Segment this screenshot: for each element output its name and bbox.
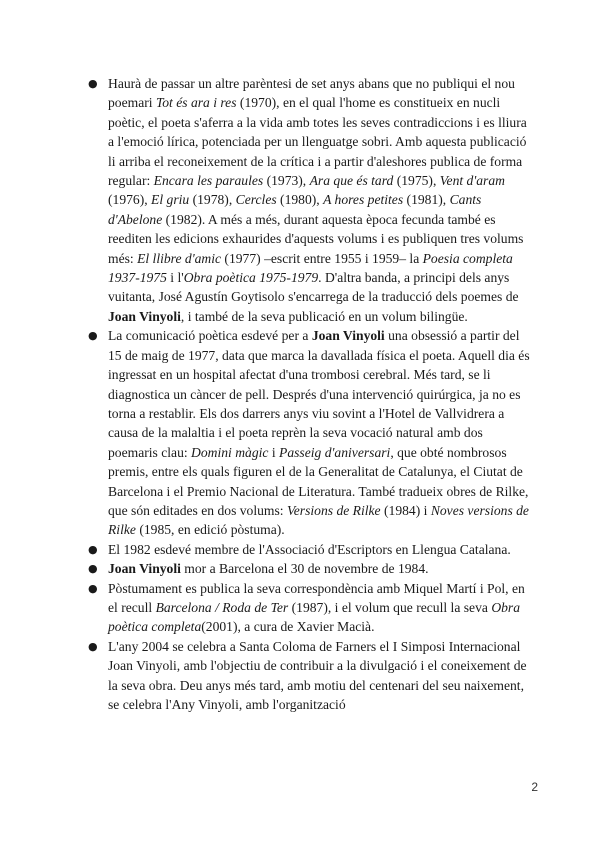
bullet-marker: ● [88, 77, 98, 90]
bullet-list [86, 74, 530, 714]
bold-name: Joan Vinyoli [108, 308, 181, 324]
italic-title: Vent d'aram [439, 173, 505, 189]
text-run: (1970), en el qual l'home es constitueix en nucli poètic, el poeta s'aferra a la vida amb totes les seves contradiccions i es lliura a l'emoció lírica, potenciada per un llenguatge sobri. Amb aquesta publicació li arriba el reconeixement de la crítica i a partir d'aleshores publica de forma regular: [108, 95, 527, 189]
italic-title: Barcelona / Roda de Ter [155, 599, 289, 615]
text-run: (1976), [108, 192, 152, 208]
text-run: (1987), i el volum que recull la seva [288, 599, 492, 615]
bullet-item [86, 559, 530, 578]
text-run: Pòstumament es publica la seva correspondència amb Miquel Martí i Pol, en el recull [108, 580, 525, 615]
text-run: (1977) –escrit entre 1955 i 1959– la [221, 250, 423, 266]
italic-title: El griu [151, 192, 190, 208]
bullet-marker: ● [88, 581, 98, 595]
text-run: , que obté nombrosos premis, entre els quals figuren el de la Generalitat de Catalunya, el Ciutat de Barcelona i el Premio Nacional de Literatura. També tradueix obres de Rilke, que són editades en dos volums: [108, 444, 529, 518]
text-run: i [268, 444, 280, 460]
text-run: . D'altra banda, a principi dels anys vuitanta, José Agustín Goytisolo s'encarrega de la traducció dels poemes de [108, 270, 519, 305]
text-run: mor a Barcelona el 30 de novembre de 1984. [180, 561, 429, 577]
text-run: (1978), [189, 192, 236, 208]
bullet-item [86, 540, 530, 559]
italic-title: Obra poètica 1975-1979 [183, 270, 319, 286]
bullet-item [86, 326, 530, 539]
text-run: (1973), [263, 173, 310, 189]
text-run: (1980), [276, 192, 324, 208]
text-run: Haurà de passar un altre parèntesi de set anys abans que no publiqui el nou poemari [108, 76, 515, 111]
text-run: (1984) i [380, 502, 431, 518]
text-run: (1982). A més a més, durant aquesta època fecunda també es reediten les edicions exhaurides d'aquests volums i es publiquen tres volums més: [108, 211, 524, 266]
italic-title: A hores petites [323, 192, 404, 208]
text-run: una obsessió a partir del 15 de maig de 1977, data que marca la davallada física el poeta. Aquell dia és ingressat en un hospital afectat d'una trombosi cerebral. Més tard, se li diagnostica un càncer de pell. Després d'una intervenció quirúrgica, ja no es torna a restablir. Els dos darrers anys viu sovint a l'Hotel de Vallvidrera a causa de la malaltia i el poeta reprèn la seva vocació natural amb dos poemaris clau: [108, 328, 530, 460]
text-run: L'any 2004 se celebra a Santa Coloma de Farners el I Simposi Internacional Joan Vinyoli, amb l'objectiu de contribuir a la divulgació i el coneixement de la seva obra. Deu anys més tard, amb motiu del centenari del seu naixement, se celebra l'Any Vinyoli, amb l'organització [108, 638, 527, 712]
bullet-item [86, 637, 530, 715]
text-run: (2001), a cura de Xavier Macià. [201, 619, 375, 635]
bullet-item [86, 579, 530, 637]
italic-title: Poesia completa 1937-1975 [108, 250, 513, 286]
italic-title: Versions de Rilke [286, 502, 381, 518]
italic-title: Passeig d'aniversari [279, 444, 391, 460]
bold-name: Joan Vinyoli [108, 561, 181, 577]
italic-title: Domini màgic [191, 444, 269, 460]
italic-title: Tot és ara i res [155, 95, 237, 111]
text-run: i l' [166, 270, 184, 286]
italic-title: Noves versions de Rilke [108, 502, 529, 538]
text-run: (1981), [403, 192, 450, 208]
italic-title: El llibre d'amic [137, 250, 222, 266]
bullet-marker: ● [88, 542, 98, 556]
text-run: El 1982 esdevé membre de l'Associació d'Escriptors en Llengua Catalana. [108, 541, 511, 557]
italic-title: Obra poètica completa [108, 599, 521, 635]
bullet-item [86, 74, 530, 326]
italic-title: Ara que és tard [309, 173, 394, 189]
text-run: , i també de la seva publicació en un volum bilingüe. [180, 308, 468, 324]
text-run: (1975), [393, 173, 440, 189]
italic-title: Encara les paraules [153, 173, 264, 189]
bold-name: Joan Vinyoli [311, 328, 385, 344]
text-run: La comunicació poètica esdevé per a [108, 328, 312, 344]
italic-title: Cercles [235, 192, 277, 208]
italic-title: Cants d'Abelone [108, 192, 482, 227]
text-run: (1985, en edició pòstuma). [135, 522, 285, 538]
bullet-marker: ● [88, 562, 98, 576]
bullet-marker: ● [88, 639, 98, 653]
page-number: 2 [531, 780, 538, 794]
bullet-marker: ● [88, 329, 98, 343]
